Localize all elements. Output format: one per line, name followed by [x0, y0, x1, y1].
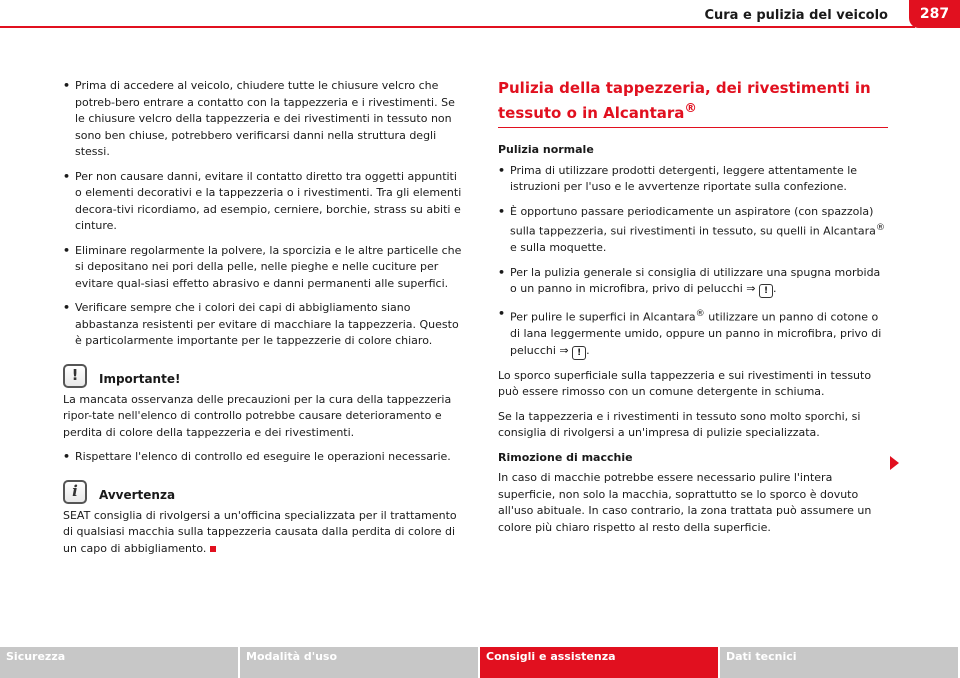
header-rule: [0, 26, 915, 28]
section-title: Pulizia della tappezzeria, dei rivestimenti in tessuto o in Alcantara®: [498, 78, 888, 128]
warning-reference-icon[interactable]: !: [572, 346, 586, 360]
normal-cleaning-heading: Pulizia normale: [498, 143, 594, 156]
page-number: 287: [909, 0, 960, 28]
list-item: • Per la pulizia generale si consiglia di utilizzare una spugna morbida o un panno in microfibra, privo di pelucchi ⇒ ! .: [498, 265, 881, 297]
bullet-icon: •: [63, 169, 71, 183]
note-text: SEAT consiglia di rivolgersi a un'officina specializzata per il trattamento di qualsiasi macchia sulla tappezzeria causata dalla perdita di colore di un capo di abbigliamento.: [63, 508, 457, 555]
important-text: La mancata osservanza delle precauzioni per la cura della tappezzeria ripor-tate nell'elenco di controllo potrebbe causare deterioramento e perdita di colore della tappezzeria e dei rivestimenti.: [63, 392, 452, 439]
bullet-icon: •: [498, 265, 506, 279]
paragraph: In caso di macchie potrebbe essere necessario pulire l'intera superficie, non solo la macchia, soprattutto se lo sporco è dovuto all'uso abituale. In caso contrario, la zona trattata può assumere un colore più chiaro rispetto al resto della superficie.: [498, 471, 872, 534]
bullet-icon: •: [63, 79, 71, 92]
tab-dati-tecnici[interactable]: Dati tecnici: [720, 647, 958, 678]
stain-removal-heading: Rimozione di macchie: [498, 450, 633, 464]
note-title: Avvertenza: [99, 488, 176, 502]
bullet-icon: •: [498, 163, 506, 177]
note-header: [63, 480, 463, 504]
list-item: • È opportuno passare periodicamente un aspiratore (con spazzola) sulla tappezzeria, sui rivestimenti in tessuto, su quelli in Alcantara® e sulla moquette.: [498, 204, 888, 257]
registered-mark: ®: [875, 222, 885, 233]
bullet-icon: •: [63, 243, 71, 257]
warning-icon: !: [63, 364, 87, 388]
bullet-icon: •: [498, 204, 506, 218]
registered-mark: ®: [684, 100, 697, 115]
list-item: • Prima di utilizzare prodotti detergenti, leggere attentamente le istruzioni per l'uso e le avvertenze riportate sulla confezione.: [498, 163, 888, 196]
list-item: • Per pulire le superfici in Alcantara® utilizzare un panno di cotone o di lana leggermente umido, oppure un panno in microfibra, privo di pelucchi ⇒ ! .: [498, 307, 882, 358]
important-notice-header: [63, 364, 463, 388]
bullet-icon: •: [498, 307, 506, 321]
page-header-title: Cura e pulizia del veicolo: [704, 8, 888, 23]
next-page-arrow-icon[interactable]: [890, 456, 899, 470]
paragraph: Lo sporco superficiale sulla tappezzeria e sui rivestimenti in tessuto può essere rimosso con un comune detergente in schiuma.: [498, 368, 872, 399]
bullet-icon: •: [63, 301, 71, 314]
registered-mark: ®: [695, 308, 705, 320]
paragraph: Se la tappezzeria e i rivestimenti in tessuto sono molto sporchi, si consiglia di rivolgersi a un'impresa di pulizie specializzata.: [498, 409, 861, 440]
bullet-icon: •: [63, 450, 71, 463]
list-item: • Rispettare l'elenco di controllo ed eseguire le operazioni necessarie.: [63, 449, 463, 466]
list-item: • Prima di accedere al veicolo, chiudere tutte le chiusure velcro che potreb-bero entrare a contatto con la tappezzeria e i rivestimenti. Se le chiusure velcro della tappezzeria e dei rivestimenti in tessuto non sono ben chiuse, potrebbero verificarsi danni nella struttura degli stessi.: [63, 78, 463, 161]
list-item: • Eliminare regolarmente la polvere, la sporcizia e le altre particelle che si depositano nei pori della pelle, nelle pieghe e nelle cuciture per evitare qual-siasi effetto abrasivo e danni permanenti alle superfici.: [63, 243, 463, 293]
list-item: • Per non causare danni, evitare il contatto diretto tra oggetti appuntiti o elementi decorativi e la tappezzeria o i rivestimenti. Tra gli elementi decora-tivi ricordiamo, ad esempio, cerniere, borchie, strass su abiti e cinture.: [63, 169, 463, 235]
important-title: Importante!: [99, 372, 181, 386]
tab-sicurezza[interactable]: Sicurezza: [0, 647, 238, 678]
right-column: [498, 78, 888, 544]
list-item: • Verificare sempre che i colori dei capi di abbigliamento siano abbastanza resistenti per evitare di macchiare la tappezzeria. Questo è particolarmente importante per le tappezzerie di colore chiaro.: [63, 300, 463, 350]
left-column: [63, 78, 463, 565]
warning-reference-icon[interactable]: !: [759, 284, 773, 298]
info-icon: i: [63, 480, 87, 504]
tab-consigli-e-assistenza[interactable]: Consigli e assistenza: [480, 647, 718, 678]
tab-modalita-duso[interactable]: Modalità d'uso: [240, 647, 478, 678]
footer-nav: [0, 647, 960, 678]
end-of-section-icon: [210, 546, 216, 552]
